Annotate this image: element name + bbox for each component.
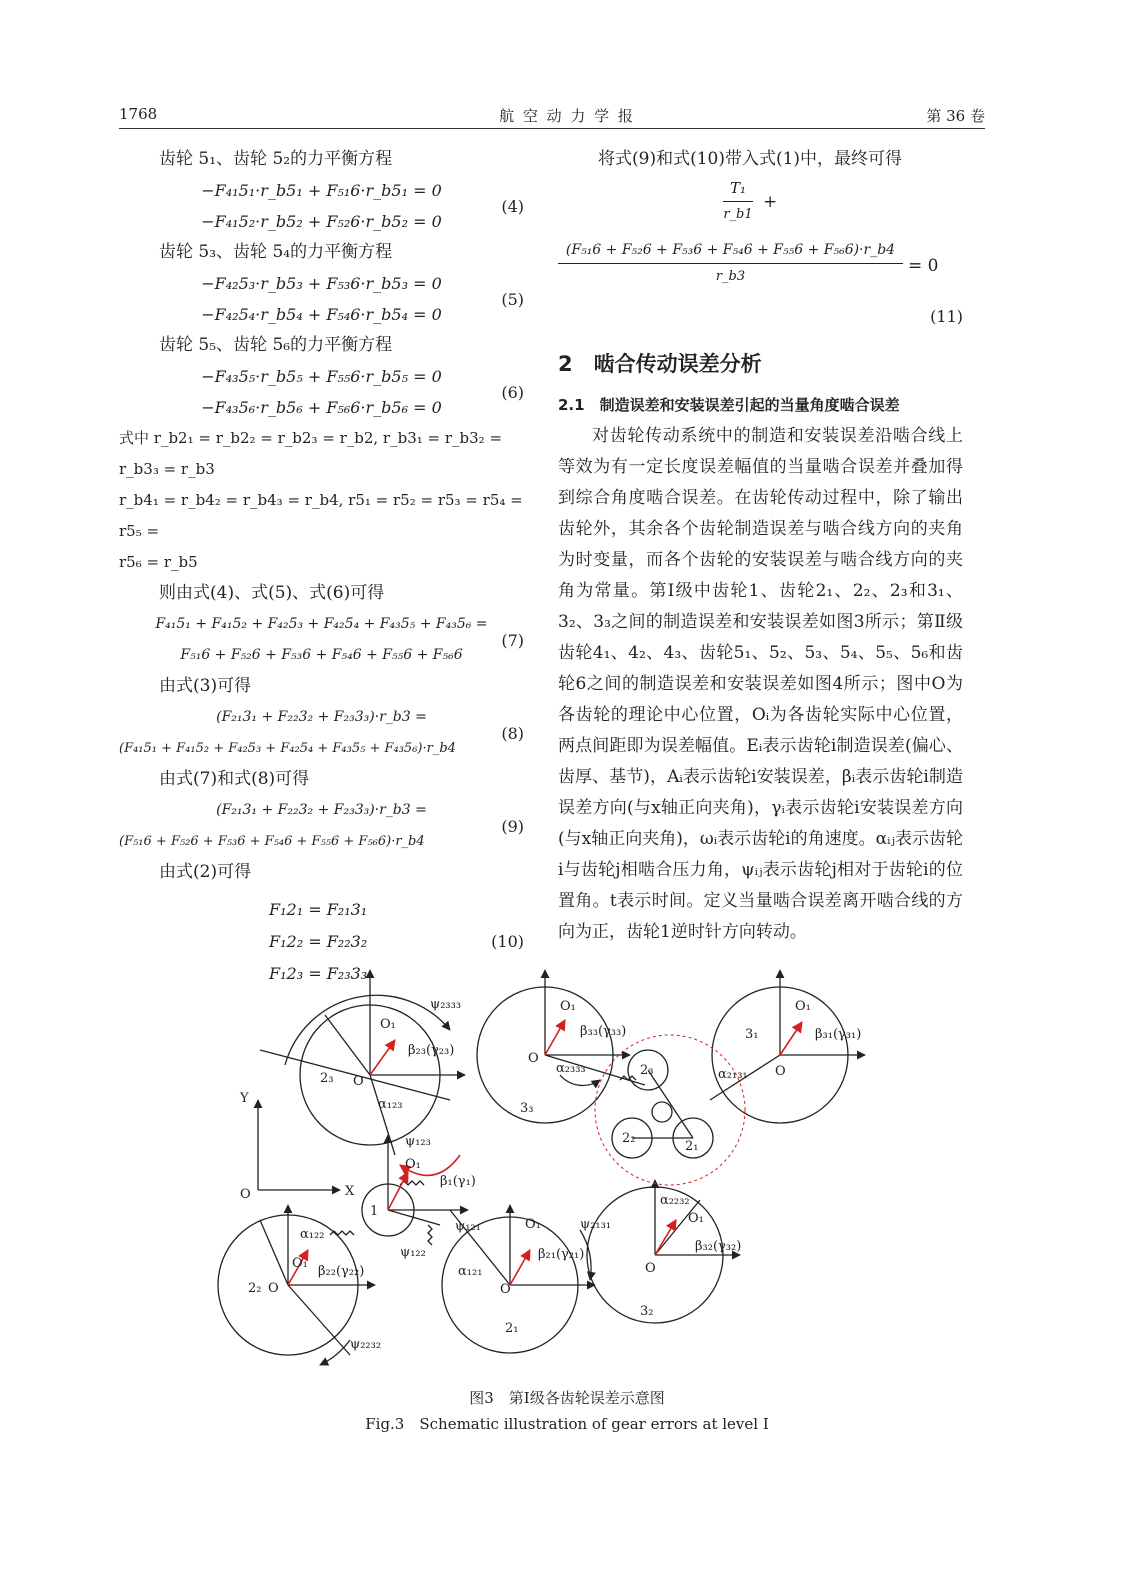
beta-label: β₁(γ₁)	[440, 1174, 476, 1189]
equation-number: (9)	[501, 817, 524, 836]
fraction-2	[558, 237, 903, 290]
equation-9	[119, 795, 524, 857]
equation-number: (7)	[501, 631, 524, 650]
psi-label: ψ₂₁₃₁	[580, 1217, 612, 1232]
text-line: 式中 r_b2₁ = r_b2₂ = r_b2₃ = r_b2, r_b3₁ = r_b3₂ = r_b3₃ = r_b3	[119, 429, 503, 478]
beta-label: β₃₂(γ₃₂)	[695, 1239, 742, 1254]
mesh-spring	[428, 1225, 432, 1245]
center-gear-small	[652, 1102, 672, 1122]
alpha-label: α₂₂₃₂	[660, 1193, 690, 1208]
actual-center-label: O₁	[292, 1256, 308, 1271]
equation-number: (5)	[501, 290, 524, 309]
equation-6	[119, 361, 524, 423]
y-axis-label: Y	[240, 1091, 249, 1106]
equation-number: (6)	[501, 383, 524, 402]
page-number: 1768	[119, 105, 158, 123]
beta-label: β₂₃(γ₂₃)	[408, 1043, 455, 1058]
reference-dashed-circle	[595, 1035, 745, 1185]
equation-line: F₁2₁ = F₂₁3₁	[269, 900, 368, 919]
error-vector	[545, 1020, 565, 1055]
left-column	[119, 144, 524, 984]
figure-caption-en: Fig.3 Schematic illustration of gear errors at level Ⅰ	[365, 1415, 769, 1433]
equation-5	[119, 268, 524, 330]
error-vector	[655, 1220, 676, 1255]
origin-label: O	[645, 1261, 656, 1276]
equation-line: F₅₁6 + F₅₂6 + F₅₃6 + F₅₄6 + F₅₅6 + F₅₆6	[180, 647, 463, 663]
text-line: r_b4₁ = r_b4₂ = r_b4₃ = r_b4, r5₁ = r5₂ = r5₃ = r5₄ = r5₅ =	[119, 491, 523, 540]
text-line: 将式(9)和式(10)带入式(1)中，最终可得	[598, 149, 903, 169]
volume-number: 第 36 卷	[926, 107, 985, 125]
gear-label: 1	[370, 1204, 379, 1219]
actual-center-label: O₁	[560, 999, 576, 1014]
equation-line: −F₄₂5₃·r_b5₃ + F₅₃6·r_b5₃ = 0	[201, 274, 442, 293]
beta-label: β₂₂(γ₂₂)	[318, 1264, 365, 1279]
gear-label: 2₂	[622, 1131, 636, 1146]
equation-line: F₁2₂ = F₂₂3₂	[269, 932, 368, 951]
fraction-1	[723, 175, 753, 228]
text-line: 由式(3)可得	[159, 676, 252, 696]
body-paragraph	[558, 421, 963, 948]
text-line: 则由式(4)、式(5)、式(6)可得	[159, 583, 385, 603]
equation-line: −F₄₃5₅·r_b5₅ + F₅₅6·r_b5₅ = 0	[201, 367, 442, 386]
equation-number: (11)	[930, 307, 963, 326]
actual-center-label: O₁	[405, 1157, 421, 1172]
fraction-numerator: (F₅₁6 + F₅₂6 + F₅₃6 + F₅₄6 + F₅₅6 + F₅₆6)·r_b4	[558, 237, 903, 264]
equals-zero: = 0	[908, 256, 939, 276]
origin-label: O	[240, 1187, 251, 1202]
gear-label: 3₂	[640, 1304, 654, 1319]
text-line: 齿轮 5₅、齿轮 5₆的力平衡方程	[159, 335, 393, 355]
plus-sign: +	[763, 192, 778, 212]
section-heading: 2 啮合传动误差分析	[558, 352, 762, 376]
psi-label: ψ₁₂₃	[405, 1134, 431, 1149]
gear-label: 2₃	[640, 1063, 654, 1078]
error-vector	[370, 1040, 395, 1075]
equation-8	[119, 702, 524, 764]
origin-label: O	[775, 1064, 786, 1079]
error-vector	[780, 1022, 802, 1055]
gear-label: 3₁	[745, 1027, 759, 1042]
equation-line: (F₄₁5₁ + F₄₁5₂ + F₄₂5₃ + F₄₂5₄ + F₄₃5₅ + F₄₃5₆)·r_b4	[119, 741, 456, 756]
mesh-spring	[620, 1076, 636, 1080]
psi-label: ψ₂₂₃₂	[350, 1337, 382, 1352]
text-line: 齿轮 5₁、齿轮 5₂的力平衡方程	[159, 149, 393, 169]
origin-label: O	[353, 1074, 364, 1089]
fraction-numerator: T₁	[723, 175, 753, 202]
psi-label: ψ₁₂₁	[455, 1219, 481, 1234]
text-line: 齿轮 5₃、齿轮 5₄的力平衡方程	[159, 242, 393, 262]
gear-error-figure	[200, 960, 940, 1380]
alpha-label: α₁₂₃	[378, 1097, 403, 1112]
actual-center-label: O₁	[795, 999, 811, 1014]
right-column	[558, 144, 963, 948]
equation-4	[119, 175, 524, 237]
equation-line: F₁2₃ = F₂₃3₃	[269, 964, 368, 983]
equation-number: (8)	[501, 724, 524, 743]
equation-line: (F₅₁6 + F₅₂6 + F₅₃6 + F₅₄6 + F₅₅6 + F₅₆6)·r_b4	[119, 834, 425, 849]
equation-line: (F₂₁3₁ + F₂₂3₂ + F₂₃3₃)·r_b3 =	[216, 709, 427, 725]
alpha-label: α₂₁₃₁	[718, 1067, 748, 1082]
gear-label: 2₂	[248, 1281, 262, 1296]
actual-center-label: O₁	[525, 1217, 541, 1232]
actual-center-label: O₁	[380, 1017, 396, 1032]
actual-center-label: O₁	[688, 1211, 704, 1226]
fraction-denominator: r_b3	[715, 269, 746, 284]
error-vector	[510, 1250, 530, 1285]
subsection-heading: 2.1 制造误差和安装误差引起的当量角度啮合误差	[558, 396, 900, 414]
gear-label: 2₁	[685, 1139, 699, 1154]
beta-label: β₂₁(γ₂₁)	[538, 1247, 585, 1262]
alpha-label: α₁₂₂	[300, 1227, 325, 1242]
gear-label: 2₃	[320, 1071, 334, 1086]
text-line: r5₆ = r_b5	[119, 553, 198, 571]
beta-label: β₃₁(γ₃₁)	[815, 1027, 862, 1042]
gear-label: 2₁	[505, 1321, 519, 1336]
equation-line: −F₄₁5₁·r_b5₁ + F₅₁6·r_b5₁ = 0	[201, 181, 442, 200]
origin-label: O	[268, 1281, 279, 1296]
text-line: 由式(2)可得	[159, 862, 252, 882]
equation-line: F₄₁5₁ + F₄₁5₂ + F₄₂5₃ + F₄₂5₄ + F₄₃5₅ + F₄₃5₆ =	[155, 616, 488, 632]
origin-label: O	[500, 1282, 511, 1297]
equation-11	[558, 175, 963, 301]
alpha-label: α₁₂₁	[458, 1264, 483, 1279]
psi-label: ψ₂₃₃₃	[430, 997, 462, 1012]
equation-7	[119, 609, 524, 671]
equation-number: (10)	[491, 932, 524, 951]
header-rule	[119, 128, 985, 129]
equation-line: −F₄₂5₄·r_b5₄ + F₅₄6·r_b5₄ = 0	[201, 305, 442, 324]
alpha-label: α₂₃₃₃	[556, 1061, 586, 1076]
paragraph-text: 对齿轮传动系统中的制造和安装误差沿啮合线上等效为有一定长度误差幅值的当量啮合误差并叠加得到综合角度啮合误差。在齿轮传动过程中，除了输出齿轮外，其余各个齿轮制造误差与啮合线方向的夹角为时变量，而各个齿轮的安装误差与啮合线方向的夹角为常量。第Ⅰ级中齿轮1、齿轮2₁、2₂、2₃和3₁、3₂、3₃之间的制造误差和安装误差如图3所示；第Ⅱ级齿轮4₁、4₂、4₃、齿轮5₁、5₂、5₃、5₄、5₅、5₆和齿轮6之间的制造误差和安装误差如图4所示；图中O为各齿轮的理论中心位置，Oᵢ为各齿轮实际中心位置，两点间距即为误差幅值。Eᵢ表示齿轮i制造误差(偏心、齿厚、基节)，Aᵢ表示齿轮i安装误差，βᵢ表示齿轮i制造误差方向(与x轴正向夹角)，γᵢ表示齿轮i安装误差方向(与x轴正向夹角)，ωᵢ表示齿轮i的角速度。αᵢⱼ表示齿轮i与齿轮j相啮合压力角，ψᵢⱼ表示齿轮j相对于齿轮i的位置角。t表示时间。定义当量啮合误差离开啮合线的方向为正，齿轮1逆时针方向转动。	[558, 426, 963, 942]
equation-line: −F₄₁5₂·r_b5₂ + F₅₂6·r_b5₂ = 0	[201, 212, 442, 231]
text-line: 由式(7)和式(8)可得	[159, 769, 310, 789]
equation-number: (4)	[501, 197, 524, 216]
figure-caption-zh: 图3 第Ⅰ级各齿轮误差示意图	[469, 1389, 665, 1407]
equation-line: −F₄₃5₆·r_b5₆ + F₅₆6·r_b5₆ = 0	[201, 398, 442, 417]
mesh-spring	[330, 1231, 354, 1235]
psi-label: ψ₁₂₂	[400, 1245, 426, 1260]
journal-name: 航 空 动 力 学 报	[499, 107, 635, 125]
x-axis-label: X	[345, 1184, 355, 1199]
fraction-denominator: r_b1	[723, 207, 753, 222]
beta-label: β₃₃(γ₃₃)	[580, 1024, 627, 1039]
gear-label: 3₃	[520, 1101, 534, 1116]
origin-label: O	[528, 1051, 539, 1066]
equation-line: (F₂₁3₁ + F₂₂3₂ + F₂₃3₃)·r_b3 =	[216, 802, 427, 818]
